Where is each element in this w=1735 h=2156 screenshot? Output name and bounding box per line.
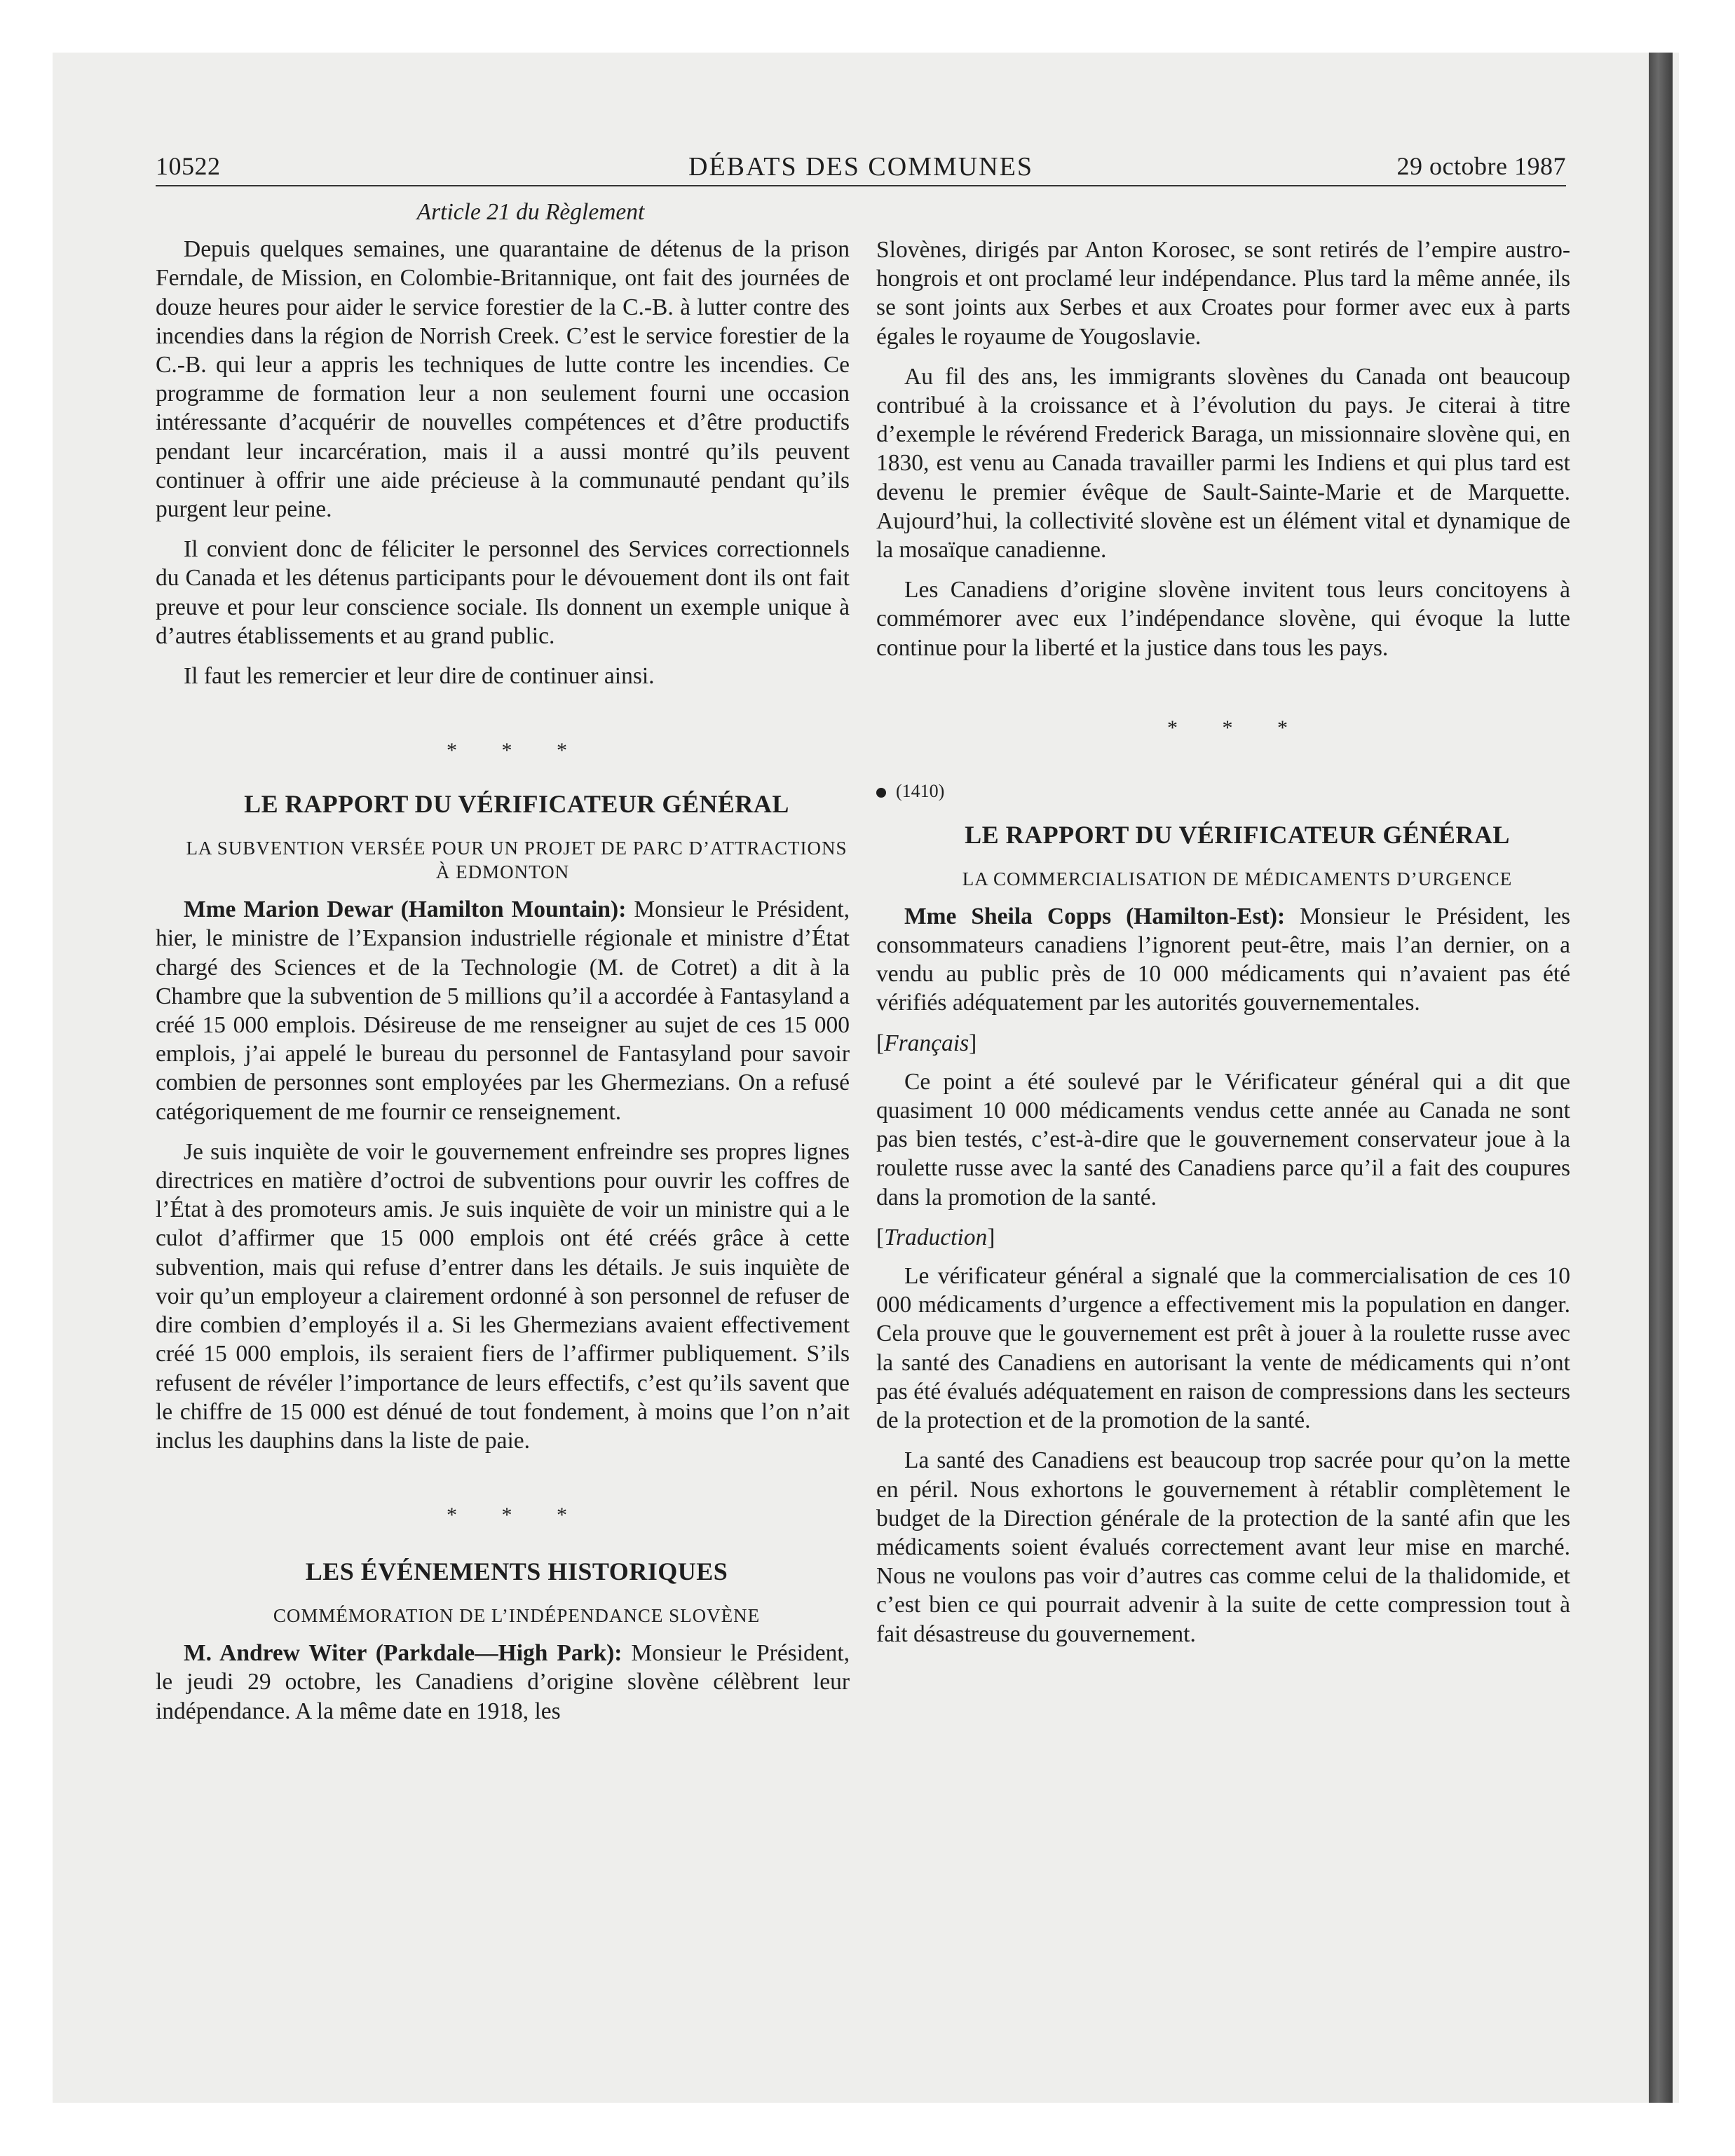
section-heading: LE RAPPORT DU VÉRIFICATEUR GÉNÉRAL xyxy=(965,820,1510,849)
time-marker-text: (1410) xyxy=(896,780,945,801)
bracket: ] xyxy=(987,1224,995,1250)
spacer xyxy=(156,1466,850,1494)
speaker-name: Mme Sheila Copps (Hamilton-Est): xyxy=(904,903,1286,929)
speech-text: Monsieur le Président, hier, le ministre de l’Expansion industrielle régionale et ministre d’État chargé des Sciences et de la Technologie (M. de Cotret) a dit à la Chambre que la subvention de 5 millions qu’il a accordée à Fantasyland a créé 15 000 emplois. Désireuse de me renseigner au sujet de ces 15 000 emplois, j’ai appelé le bureau du personnel de Fantasyland pour savoir combien de personnes sont employées par les Ghermezians. On a refusé catégoriquement de me fournir ce renseignement. xyxy=(156,896,850,1125)
paragraph: Il faut les remercier et leur dire de continuer ainsi. xyxy=(184,663,655,690)
speech-paragraph xyxy=(156,1639,850,1726)
spacer xyxy=(876,749,1570,777)
language-label: Traduction xyxy=(884,1224,988,1250)
page-binding-edge xyxy=(1649,53,1673,2103)
paragraph: Au fil des ans, les immigrants slovènes du Canada ont beaucoup contribué à la croissance et à l’évolution du pays. Je citerai à titre d’exemple le révérend Frederick Baraga, un missionnaire slovène qui, en 1830, est venu au Canada travailler parmi les Indiens et qui plus tard est devenu le premier évêque de Sault-Sainte-Marie et de Marquette. Aujourd’hui, la collectivité slovène est un élément vital et dynamique de la mosaïque canadienne. xyxy=(876,363,1570,564)
spacer xyxy=(156,772,850,789)
publication-date: 29 octobre 1987 xyxy=(1396,152,1566,180)
bracket: [ xyxy=(876,1224,885,1250)
left-column xyxy=(156,198,850,1737)
bracket: [ xyxy=(876,1030,885,1056)
spacer xyxy=(156,1536,850,1556)
running-header xyxy=(156,147,1566,186)
section-subheading: COMMÉMORATION DE L’INDÉPENDANCE SLOVÈNE xyxy=(273,1605,761,1627)
spacer xyxy=(876,198,1570,236)
paragraph: Ce point a été soulevé par le Vérificateur général qui a dit que quasiment 10 000 médicaments vendus cette année au Canada ne sont pas bien testés, c’est-à-dire que le gouvernement conservateur joue à la roulette russe avec la santé des Canadiens parce qu’il a fait des coupures dans la promotion de la santé. xyxy=(876,1068,1570,1210)
language-marker xyxy=(876,1029,1570,1058)
paragraph: Le vérificateur général a signalé que la commercialisation de ces 10 000 médicaments d’urgence a effectivement mis la population en danger. Cela prouve que le gouvernement est prêt à jouer à la roulette russe avec la santé des Canadiens en autorisant la vente de médicaments qui n’ont pas été évalués adéquatement en raison de compressions dans les secteurs de la protection et de la promotion de la santé. xyxy=(876,1263,1570,1434)
rubric: Article 21 du Règlement xyxy=(416,199,645,225)
speech-text: Monsieur le Président, le jeudi 29 octobre, les Canadiens d’origine slovène célèbrent leur indépendance. A la même date en 1918, les xyxy=(156,1640,850,1724)
right-column xyxy=(876,198,1570,1660)
language-label: Français xyxy=(884,1030,969,1056)
speech-paragraph xyxy=(876,902,1570,1018)
paragraph: Je suis inquiète de voir le gouvernement enfreindre ses propres lignes directrices en matière d’octroi de subventions pour ouvrir les coffres de l’État à des promoteurs amis. Je suis inquiète de voir un ministre qui a le culot d’affirmer que 15 000 emplois ont été créés grâce à cette subvention, mais qui refuse d’entrer dans les détails. Je suis inquiète de voir qu’un employeur a clairement ordonné à son personnel de refuser de dire combien d’employés il a. Si les Ghermezians avaient effectivement créé 15 000 emplois, ils seraient fiers de l’affirmer publiquement. S’ils refusent de révéler l’importance de leurs effectifs, c’est qu’ils savent que le chiffre de 15 000 est dénué de tout fondement, à moins que l’on n’ait inclus les dauphins dans la liste de paie. xyxy=(156,1138,850,1454)
publication-title: DÉBATS DES COMMUNES xyxy=(688,152,1033,182)
section-subheading: LA SUBVENTION VERSÉE POUR UN PROJET DE PARC D’ATTRACTIONS À EDMONTON xyxy=(186,838,848,883)
section-heading: LES ÉVÉNEMENTS HISTORIQUES xyxy=(305,1557,728,1586)
page-number: 10522 xyxy=(156,152,221,180)
bullet-icon xyxy=(876,788,886,798)
speaker-name: Mme Marion Dewar (Hamilton Mountain): xyxy=(184,896,627,923)
paragraph: La santé des Canadiens est beaucoup trop sacrée pour qu’on la mette en péril. Nous exhortons le gouvernement à rétablir complètement le budget de la Direction générale de la protection de la santé afin que les médicaments soient évalués correctement avant leur mise en marché. Nous ne voulons pas voir d’autres cas comme celui de la thalidomide, et c’est bien ce qui pourrait advenir à la suite de cette compression tout à fait désastreuse du gouvernement. xyxy=(876,1447,1570,1647)
speaker-name: M. Andrew Witer (Parkdale—High Park): xyxy=(184,1640,622,1667)
section-separator: * * * xyxy=(447,739,587,763)
section-heading: LE RAPPORT DU VÉRIFICATEUR GÉNÉRAL xyxy=(244,790,789,819)
header-rule xyxy=(156,185,1566,186)
paragraph: Il convient donc de féliciter le personnel des Services correctionnels du Canada et les détenus participants pour le dévouement dont ils ont fait preuve et pour leur conscience sociale. Ils donnent un exemple unique à d’autres établissements et au grand public. xyxy=(156,536,850,649)
paragraph: Les Canadiens d’origine slovène invitent tous leurs concitoyens à commémorer avec eux l’indépendance slovène, qui évoque la lutte continue pour la liberté et la justice dans tous les pays. xyxy=(876,577,1570,661)
section-separator: * * * xyxy=(1167,716,1307,739)
spacer xyxy=(876,674,1570,707)
speech-paragraph xyxy=(156,895,850,1126)
language-marker xyxy=(876,1223,1570,1252)
paragraph: Slovènes, dirigés par Anton Korosec, se sont retirés de l’empire austro-hongrois et ont proclamé leur indépendance. Plus tard la même année, ils se sont joints aux Serbes et aux Croates pour former avec eux à parts égales le royaume de Yougoslavie. xyxy=(876,237,1570,350)
speech-text: Monsieur le Président, les consommateurs canadiens l’ignorent peut-être, mais l’an dernier, on a vendu au public près de 10 000 médicaments qui n’avaient pas été vérifiés adéquatement par les autorités gouvernementales. xyxy=(876,903,1570,1016)
time-marker xyxy=(876,777,1570,805)
section-subheading: LA COMMERCIALISATION DE MÉDICAMENTS D’URGENCE xyxy=(962,868,1513,889)
spacer xyxy=(156,702,850,730)
section-separator: * * * xyxy=(447,1503,587,1527)
paragraph: Depuis quelques semaines, une quarantaine de détenus de la prison Ferndale, de Mission, en Colombie-Britannique, ont fait des journées de douze heures pour aider le service forestier de la C.-B. à lutter contre des incendies dans la région de Norrish Creek. C’est le service forestier de la C.-B. qui leur a appris les techniques de lutte contre les incendies. Ce programme de formation leur a non seulement fourni une occasion intéressante d’acquérir de nouvelles compétences et d’être productifs pendant leur incarcération, mais il a aussi montré qu’ils peuvent continuer à offrir une aide précieuse à la communauté pendant qu’ils purgent leur peine. xyxy=(156,236,850,523)
bracket: ] xyxy=(969,1030,977,1056)
